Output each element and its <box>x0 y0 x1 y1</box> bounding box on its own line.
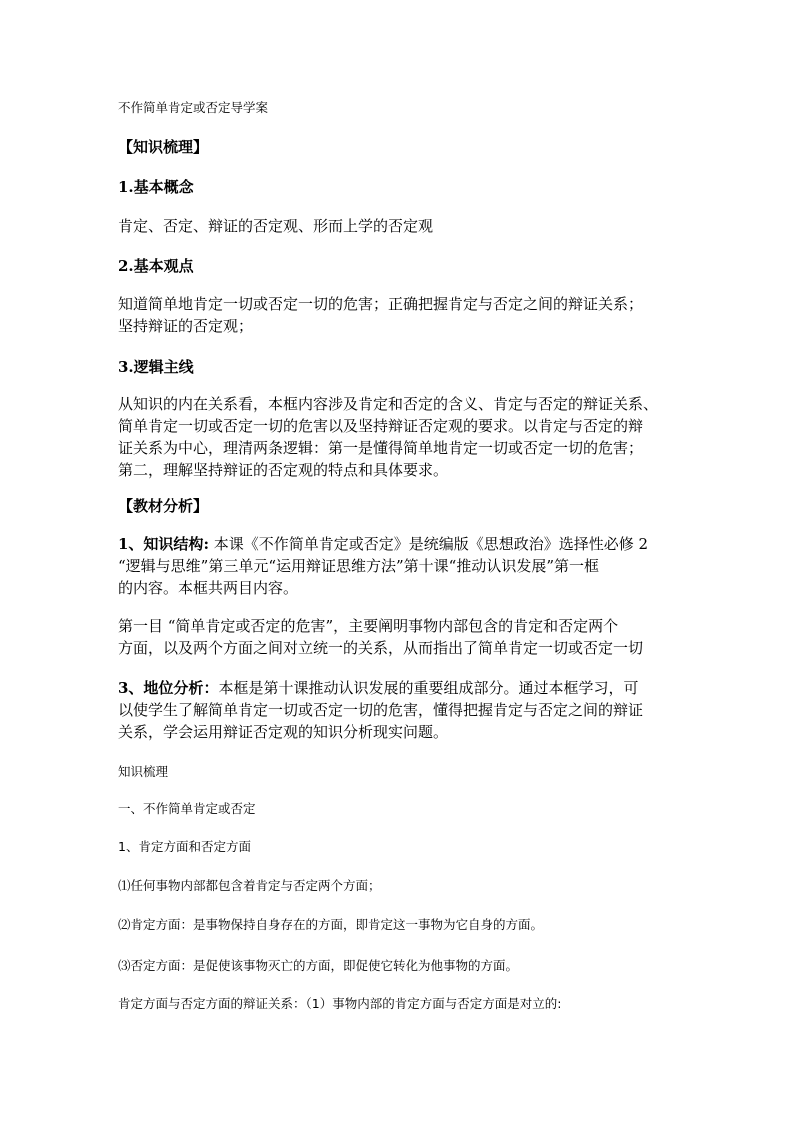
position-line-text: 本框是第十课推动认识发展的重要组成部分。通过本框学习，可 <box>218 679 639 697</box>
position-line: 以使学生了解简单肯定一切或否定一切的危害，懂得把握肯定与否定之间的辩证 <box>118 701 644 719</box>
item1-paragraph <box>118 615 684 659</box>
logic-line: 从知识的内在关系看，本框内容涉及肯定和否定的含义、肯定与否定的辩证关系、 <box>118 395 659 413</box>
viewpoints-line: 知道简单地肯定一切或否定一切的危害；正确把握肯定与否定之间的辩证关系； <box>118 295 644 313</box>
position-label: 3、地位分析： <box>118 679 219 697</box>
position-paragraph <box>118 677 684 743</box>
section-heading-textbook: 【教材分析】 <box>118 497 209 515</box>
document-title: 不作简单肯定或否定导学案 <box>118 100 269 115</box>
section-heading-knowledge: 【知识梳理】 <box>118 138 209 156</box>
viewpoints-line: 坚持辩证的否定观； <box>118 317 254 335</box>
sub1-heading: 1、肯定方面和否定方面 <box>118 839 251 854</box>
logic-line: 第二，理解坚持辩证的否定观的特点和具体要求。 <box>118 461 449 479</box>
position-line: 关系，学会运用辩证否定观的知识分析现实问题。 <box>118 723 449 741</box>
item1-line: 第一目 “简单肯定或否定的危害”，主要阐明事物内部包含的肯定和否定两个 <box>118 617 619 635</box>
logic-line: 简单肯定一切或否定一切的危害以及坚持辩证否定观的要求。以肯定与否定的辩 <box>118 417 644 435</box>
heading-basic-concepts: 1.基本概念 <box>118 178 194 196</box>
heading-logic-mainline: 3.逻辑主线 <box>118 358 194 376</box>
structure-line: 的内容。本框共两目内容。 <box>118 579 299 597</box>
part1-heading: 一、不作简单肯定或否定 <box>118 801 256 816</box>
structure-paragraph <box>118 533 684 599</box>
item1-line: 方面，以及两个方面之间对立统一的关系，从而指出了简单肯定一切或否定一切 <box>118 639 644 657</box>
relation-line: 肯定方面与否定方面的辩证关系：（1）事物内部的肯定方面与否定方面是对立的: <box>118 996 562 1011</box>
heading-basic-viewpoints: 2.基本观点 <box>118 257 194 275</box>
structure-line-first <box>118 533 684 555</box>
structure-line-text: 本课《不作简单肯定或否定》是统编版《思想政治》选择性必修 2 <box>208 535 649 553</box>
point-2: ⑵肯定方面：是事物保持自身存在的方面，即肯定这一事物为它自身的方面。 <box>118 917 544 932</box>
structure-line: “逻辑与思维”第三单元“运用辩证思维方法”第十课“推动认识发展”第一框 <box>118 557 600 575</box>
logic-line: 证关系为中心，理清两条逻辑：第一是懂得简单地肯定一切或否定一切的危害； <box>118 439 644 457</box>
point-1: ⑴任何事物内部都包含着肯定与否定两个方面； <box>118 878 381 893</box>
structure-label: 1、知识结构: <box>118 535 209 553</box>
concepts-text: 肯定、否定、辩证的否定观、形而上学的否定观 <box>118 217 434 235</box>
logic-paragraph <box>118 393 684 481</box>
position-line-first <box>118 677 684 699</box>
point-3: ⑶否定方面：是促使该事物灭亡的方面，即促使它转化为他事物的方面。 <box>118 958 519 973</box>
viewpoints-paragraph <box>118 293 684 337</box>
knowledge-heading-small: 知识梳理 <box>118 764 169 779</box>
